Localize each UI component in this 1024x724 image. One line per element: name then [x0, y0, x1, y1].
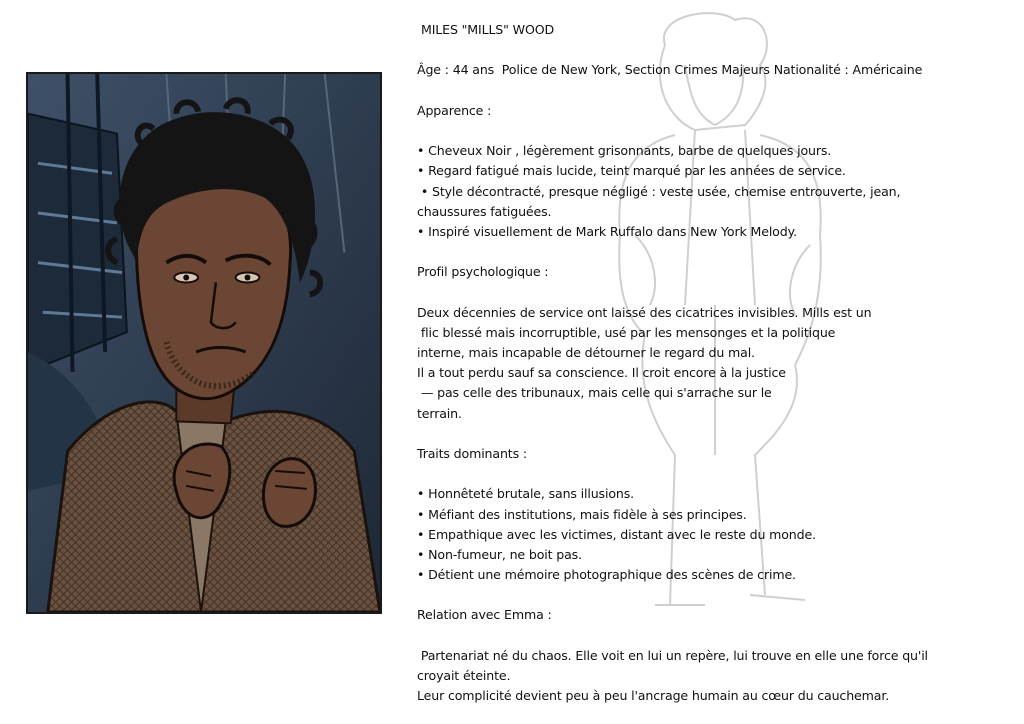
traits-line: • Empathique avec les victimes, distant avec le reste du monde.	[417, 526, 816, 542]
psychology-line: Il a tout perdu sauf sa conscience. Il croit encore à la justice	[417, 365, 786, 381]
character-identity: Âge : 44 ans Police de New York, Section Crimes Majeurs Nationalité : Américaine	[417, 62, 923, 78]
relation-line: croyait éteinte.	[417, 668, 511, 683]
character-name: MILES "MILLS" WOOD	[421, 22, 555, 37]
psychology-line: — pas celle des tribunaux, mais celle qui s'arrache sur le	[417, 385, 772, 401]
appearance-line: chaussures fatiguées.	[417, 203, 552, 219]
character-sheet	[417, 20, 977, 706]
traits-line: • Honnêteté brutale, sans illusions.	[417, 486, 634, 502]
appearance-line: • Inspiré visuellement de Mark Ruffalo dans New York Melody.	[417, 223, 797, 239]
psychology-line: interne, mais incapable de détourner le regard du mal.	[417, 345, 755, 360]
psychology-heading: Profil psychologique :	[417, 264, 549, 280]
relation-line: Leur complicité devient peu à peu l'ancrage humain au cœur du cauchemar.	[417, 688, 890, 704]
traits-line: • Méfiant des institutions, mais fidèle à ses principes.	[417, 506, 747, 522]
appearance-heading: Apparence :	[417, 102, 492, 118]
psychology-line: flic blessé mais incorruptible, usé par les mensonges et la politique	[417, 324, 836, 340]
appearance-line: • Regard fatigué mais lucide, teint marqué par les années de service.	[417, 163, 846, 179]
psychology-line: Deux décennies de service ont laissé des cicatrices invisibles. Mills est un	[417, 304, 872, 320]
relation-line: Partenariat né du chaos. Elle voit en lui un repère, lui trouve en elle une force qu'il	[417, 647, 928, 663]
character-portrait	[26, 72, 382, 614]
appearance-line: • Cheveux Noir , légèrement grisonnants, barbe de quelques jours.	[417, 143, 832, 159]
relation-heading: Relation avec Emma :	[417, 607, 552, 623]
traits-heading: Traits dominants :	[417, 445, 527, 461]
psychology-line: terrain.	[417, 405, 462, 421]
appearance-line: • Style décontracté, presque négligé : veste usée, chemise entrouverte, jean,	[417, 183, 901, 199]
traits-line: • Détient une mémoire photographique des scènes de crime.	[417, 567, 796, 583]
traits-line: • Non-fumeur, ne boit pas.	[417, 546, 582, 562]
